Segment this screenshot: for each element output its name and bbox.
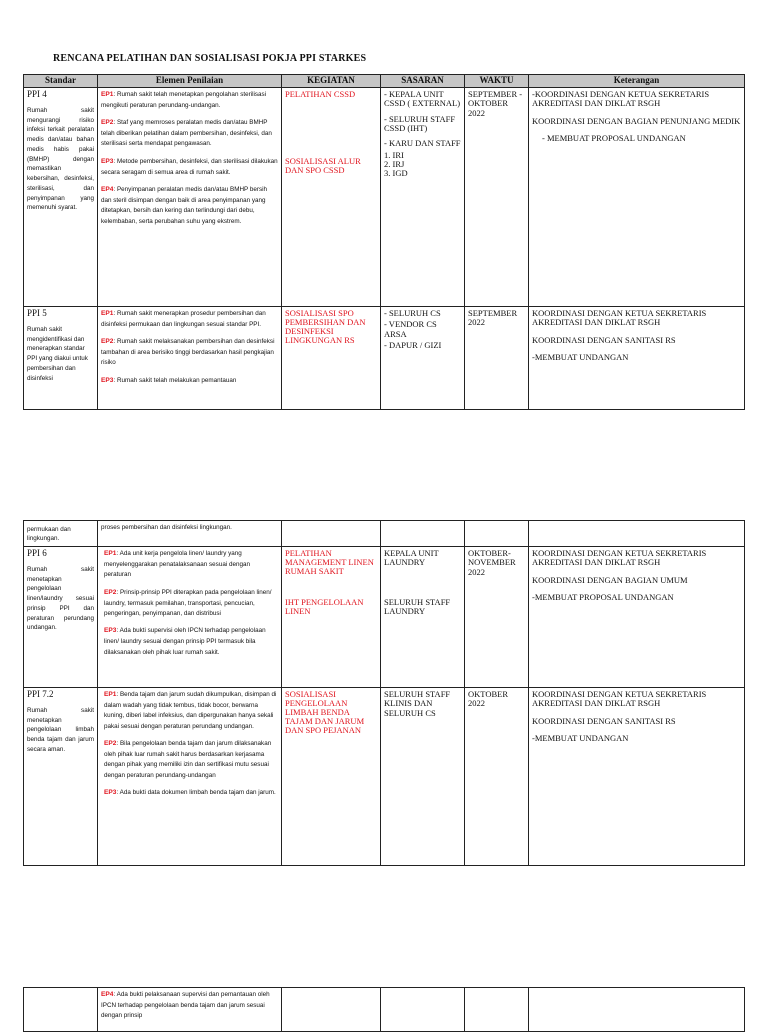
ep-text: : Ada bukti data dokumen limbah benda tajam dan jarum. <box>116 789 276 796</box>
sasaran-item: - SELURUH STAFF CSSD (IHT) <box>384 113 456 133</box>
keterangan-cell <box>529 87 745 306</box>
standard-cell <box>24 87 98 306</box>
standard-description: Rumah sakit menetapkan pengelolaan limbah benda tajam dan jarum secara aman. <box>27 706 94 753</box>
ep-text: : Ada bukti pelaksanaan supervisi dan pemantauan oleh IPCN terhadap pengelolaan benda tajam dan jarum sesuai dengan prinsip <box>101 991 270 1020</box>
standard-code: PPI 6 <box>27 548 47 558</box>
standard-description: Rumah sakit mengurangi risiko infeksi terkait peralatan medis dan/atau bahan medis habis pakai (BMHP) dengan memastikan kebersihan, desinfeksi, sterilisasi, dan penyimpanan yang memenuhi syarat. <box>27 106 94 212</box>
sasaran-cell <box>381 988 465 1032</box>
kegiatan-cell <box>282 688 381 866</box>
ep-text: : Bila pengelolaan benda tajam dan jarum dilaksanakan oleh pihak luar rumah sakit harus berdasarkan kerjasama dengan pihak yang memiliki izin dan sertifikasi mutu sesuai dengan peraturan perundang-undangan <box>104 740 272 779</box>
sasaran-cell <box>381 688 465 866</box>
waktu-cell: SEPTEMBER 2022 <box>465 306 529 409</box>
standard-cell <box>24 547 98 688</box>
elemen-penilaian-cell <box>98 87 282 306</box>
ep-tag: EP4 <box>101 186 114 194</box>
ep-item <box>104 739 278 781</box>
keterangan-item: -MEMBUAT UNDANGAN <box>532 351 629 362</box>
standard-description: Rumah sakit menetapkan pengelolaan linen/laundry sesuai prinsip PPI dan peraturan perundang undangan. <box>27 565 94 632</box>
keterangan-cell <box>529 547 745 688</box>
keterangan-cell <box>529 306 745 409</box>
sasaran-item: KEPALA UNIT LAUNDRY <box>384 548 439 568</box>
ep-tag: EP2 <box>101 119 114 127</box>
table-row <box>24 988 745 1032</box>
standard-cell <box>24 521 98 547</box>
sasaran-cell <box>381 306 465 409</box>
document-title: RENCANA PELATIHAN DAN SOSIALISASI POKJA PPI STARKES <box>53 53 367 64</box>
table-row <box>24 87 745 306</box>
waktu-cell: SEPTEMBER - OKTOBER 2022 <box>465 87 529 306</box>
keterangan-item: -KOORDINASI DENGAN KETUA SEKRETARIS AKREDITASI DAN DIKLAT RSGH <box>532 88 710 109</box>
header-sasaran: SASARAN <box>381 75 465 88</box>
ep-item <box>101 337 278 369</box>
standard-code: PPI 4 <box>27 88 47 99</box>
plan-table-page-2 <box>23 520 745 866</box>
elemen-penilaian-cell <box>98 306 282 409</box>
standard-code: PPI 5 <box>27 307 47 318</box>
keterangan-item: KOORDINASI DENGAN SANITASI RS <box>532 715 676 726</box>
ep-item <box>101 376 278 387</box>
ep-tag: EP2 <box>101 338 114 346</box>
ep-text: : Staf yang memroses peralatan medis dan/atau BMHP telah diberikan pelatihan dalam pembersihan, desinfeksi, dan sterilisasi serta mendapat pengawasan. <box>101 119 272 148</box>
sasaran-item: 3. IGD <box>384 168 408 179</box>
kegiatan-cell <box>282 521 381 547</box>
ep-text: : Benda tajam dan jarum sudah dikumpulkan, disimpan di dalam wadah yang tidak tembus, tidak bocor, berwarna kuning, diberi label infeksius, dan dipergunakan hanya sekali pakai sesuai dengan peraturan perundang undangan. <box>104 691 277 730</box>
plan-table-page-1 <box>23 74 745 410</box>
header-keterangan: Keterangan <box>529 75 745 88</box>
ep-item <box>101 157 278 178</box>
ep-item <box>104 549 278 581</box>
plan-table-page-3 <box>23 987 745 1032</box>
sasaran-item: - SELURUH CS <box>384 307 441 318</box>
table-row <box>24 521 745 547</box>
standard-cell <box>24 688 98 866</box>
keterangan-item: -MEMBUAT UNDANGAN <box>532 733 629 744</box>
kegiatan-item: SOSIALISASI SPO PEMBERSIHAN DAN DESINFEKSI LINGKUNGAN RS <box>285 307 366 345</box>
keterangan-item: KOORDINASI DENGAN BAGIAN UMUM <box>532 574 688 585</box>
elemen-penilaian-cell <box>98 688 282 866</box>
ep-text: : Ada unit kerja pengelola linen/ laundry yang menyelenggarakan penatalaksanaan sesuai dengan peraturan <box>104 550 250 579</box>
ep-item <box>101 118 278 150</box>
keterangan-item: KOORDINASI DENGAN BAGIAN PENUNJANG MEDIK <box>532 115 741 126</box>
ep-tag: EP1 <box>101 90 114 98</box>
ep-item <box>104 690 278 732</box>
sasaran-cell <box>381 521 465 547</box>
ep-text: : Prinsip-prinsip PPI diterapkan pada pengelolaan linen/ laundry, termasuk pemilahan, transportasi, pencucian, pengeringan, penyimpanan, dan distribusi <box>104 588 272 617</box>
keterangan-item: KOORDINASI DENGAN KETUA SEKRETARIS AKREDITASI DAN DIKLAT RSGH <box>532 689 707 709</box>
sasaran-item: - DAPUR / GIZI <box>384 339 442 350</box>
keterangan-item: KOORDINASI DENGAN KETUA SEKRETARIS AKREDITASI DAN DIKLAT RSGH <box>532 548 707 568</box>
ep-item <box>104 788 278 799</box>
header-standar: Standar <box>24 75 98 88</box>
kegiatan-cell <box>282 306 381 409</box>
ep-tag: EP3 <box>104 789 117 796</box>
ep-item <box>104 588 278 620</box>
table-row <box>24 688 745 866</box>
ep-tag: EP3 <box>101 376 114 384</box>
ep-text: : Ada bukti supervisi oleh IPCN terhadap pengelolaan linen/ laundry sesuai dengan prinsip PPI termasuk bila dilaksanakan oleh pihak luar rumah sakit. <box>104 627 266 656</box>
sasaran-cell <box>381 547 465 688</box>
ep-text: : Rumah sakit menerapkan prosedur pembersihan dan disinfeksi permukaan dan lingkungan sesuai standar PPI. <box>101 309 266 328</box>
ep-text: : Penyimpanan peralatan medis dan/atau BMHP bersih dan steril disimpan dengan baik di area penyimpanan yang ditetapkan, bersih dan kering dan terlindungi dari debu, kelembaban, serta perubahan suhu yang ekstrem. <box>101 186 268 225</box>
keterangan-cell <box>529 988 745 1032</box>
waktu-cell <box>465 988 529 1032</box>
standard-code: PPI 7.2 <box>27 689 54 699</box>
ep-tag: EP1 <box>104 550 117 557</box>
table-row <box>24 547 745 688</box>
waktu-cell: OKTOBER 2022 <box>465 688 529 866</box>
keterangan-item: -MEMBUAT PROPOSAL UNDANGAN <box>532 592 674 603</box>
sasaran-item: SELURUH STAFF LAUNDRY <box>384 596 451 617</box>
table-row <box>24 306 745 409</box>
ep-item <box>101 309 278 330</box>
header-elemen-penilaian: Elemen Penilaian <box>98 75 282 88</box>
kegiatan-item: PELATIHAN CSSD <box>285 88 356 99</box>
kegiatan-item: SOSIALISASI PENGELOLAAN LIMBAH BENDA TAJAM DAN JARUM DAN SPO PEJANAN <box>285 689 365 735</box>
standard-cell <box>24 988 98 1032</box>
kegiatan-item: IHT PENGELOLAAN LINEN <box>285 596 364 616</box>
sasaran-item: - KEPALA UNIT CSSD ( EXTERNAL) <box>384 88 461 109</box>
sasaran-item: 1. IRI <box>384 149 404 160</box>
sasaran-item: - KARU DAN STAFF <box>384 138 461 149</box>
ep-text: proses pembersihan dan disinfeksi lingkungan. <box>101 524 232 531</box>
sasaran-cell <box>381 87 465 306</box>
ep-item <box>101 990 278 1022</box>
ep-tag: EP1 <box>101 309 114 317</box>
ep-tag: EP3 <box>104 627 117 635</box>
standard-description: Rumah sakit mengidentifikasi dan menerapkan standar PPI yang diakui untuk pembersihan dan disinfeksi <box>27 325 88 382</box>
keterangan-item: KOORDINASI DENGAN KETUA SEKRETARIS AKREDITASI DAN DIKLAT RSGH <box>532 307 707 328</box>
kegiatan-cell <box>282 547 381 688</box>
waktu-cell <box>465 521 529 547</box>
ep-tag: EP4 <box>101 991 114 998</box>
elemen-penilaian-cell <box>98 521 282 547</box>
kegiatan-item: SOSIALISASI ALUR DAN SPO CSSD <box>285 155 361 175</box>
keterangan-item: KOORDINASI DENGAN SANITASI RS <box>532 334 676 345</box>
ep-text: : Rumah sakit telah melakukan pemantauan <box>113 376 237 384</box>
header-row <box>24 75 745 88</box>
ep-text: : Rumah sakit telah menetapkan pengolahan sterilisasi mengikuti peraturan perundang-undangan. <box>101 90 267 109</box>
ep-text: : Rumah sakit melaksanakan pembersihan dan desinfeksi tambahan di area berisiko tinggi berdasarkan hasil pengkajian risiko <box>101 338 275 367</box>
standard-cell <box>24 306 98 409</box>
header-kegiatan: KEGIATAN <box>282 75 381 88</box>
kegiatan-cell <box>282 988 381 1032</box>
standard-description: permukaan dan lingkungan. <box>27 525 71 543</box>
elemen-penilaian-cell <box>98 988 282 1032</box>
ep-text: : Metode pembersihan, desinfeksi, dan sterilisasi dilakukan secara seragam di semua area di rumah sakit. <box>101 157 278 176</box>
sasaran-item: SELURUH STAFF KLINIS DAN SELURUH CS <box>384 689 451 718</box>
ep-item <box>104 626 278 658</box>
sasaran-item: 2. IRJ <box>384 158 405 169</box>
ep-item <box>101 90 278 111</box>
ep-tag: EP2 <box>104 588 117 596</box>
keterangan-cell <box>529 688 745 866</box>
ep-tag: EP3 <box>101 157 114 165</box>
elemen-penilaian-cell <box>98 547 282 688</box>
keterangan-item: - MEMBUAT PROPOSAL UNDANGAN <box>542 132 686 143</box>
waktu-cell: OKTOBER- NOVEMBER 2022 <box>465 547 529 688</box>
header-waktu: WAKTU <box>465 75 529 88</box>
kegiatan-cell <box>282 87 381 306</box>
keterangan-cell <box>529 521 745 547</box>
ep-item <box>101 185 278 227</box>
kegiatan-item: PELATIHAN MANAGEMENT LINEN RUMAH SAKIT <box>285 548 374 576</box>
ep-tag: EP1 <box>104 691 117 698</box>
sasaran-item: - VENDOR CS ARSA <box>384 319 437 339</box>
ep-tag: EP2 <box>104 740 117 747</box>
